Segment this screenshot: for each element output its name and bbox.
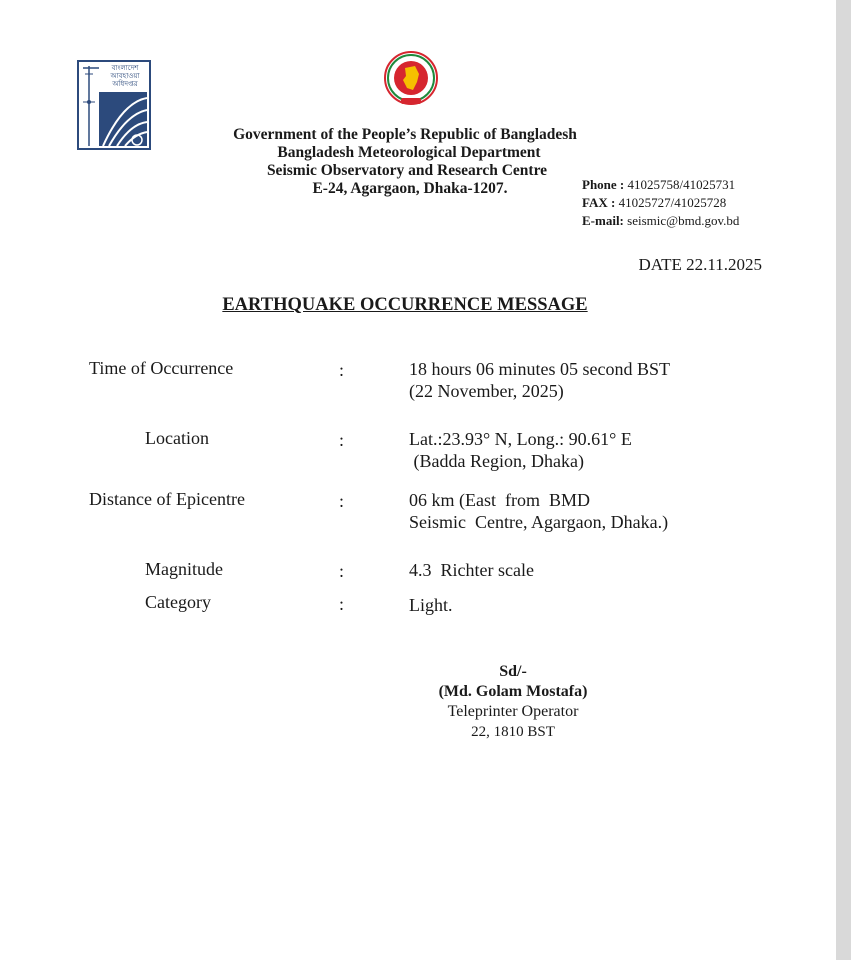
logo-text-line3: অধিদপ্তর bbox=[112, 80, 138, 88]
time-label: Time of Occurrence bbox=[89, 358, 234, 378]
email-line bbox=[582, 212, 739, 230]
phone-line bbox=[582, 176, 739, 194]
signature-block bbox=[388, 662, 638, 742]
distance-value bbox=[409, 489, 668, 533]
email-value: seismic@bmd.gov.bd bbox=[627, 213, 740, 228]
message-title: EARTHQUAKE OCCURRENCE MESSAGE bbox=[222, 295, 588, 315]
header-government: Government of the People’s Republic of Bangladesh bbox=[233, 126, 577, 143]
category-value: Light. bbox=[409, 595, 453, 615]
signature-time: 22, 1810 BST bbox=[471, 724, 555, 740]
signatory-name: (Md. Golam Mostafa) bbox=[438, 683, 588, 700]
header-centre: Seismic Observatory and Research Centre bbox=[266, 162, 548, 179]
phone-value: 41025758/41025731 bbox=[627, 177, 736, 192]
category-colon: : bbox=[339, 594, 345, 614]
magnitude-value: 4.3 Richter scale bbox=[409, 560, 534, 580]
time-colon: : bbox=[339, 360, 345, 380]
fax-value: 41025727/41025728 bbox=[618, 195, 727, 210]
email-label: E-mail: bbox=[582, 213, 624, 228]
distance-value-line1: 06 km (East from BMD bbox=[409, 490, 590, 510]
magnitude-colon: : bbox=[339, 561, 345, 581]
distance-colon: : bbox=[339, 491, 345, 511]
phone-label: Phone : bbox=[582, 177, 625, 192]
signatory-designation: Teleprinter Operator bbox=[447, 703, 579, 720]
signature-sd: Sd/- bbox=[499, 663, 527, 680]
location-value bbox=[409, 428, 632, 472]
emblem-icon bbox=[379, 50, 443, 108]
fax-line bbox=[582, 194, 739, 212]
distance-value-line2: Seismic Centre, Agargaon, Dhaka.) bbox=[409, 512, 669, 532]
logo-text-line2: আবহাওয়া bbox=[110, 72, 140, 80]
distance-label: Distance of Epicentre bbox=[89, 489, 245, 509]
magnitude-label: Magnitude bbox=[145, 559, 223, 579]
location-label: Location bbox=[145, 428, 209, 448]
category-label: Category bbox=[145, 592, 211, 612]
message-date: DATE 22.11.2025 bbox=[638, 255, 762, 274]
header-address: E-24, Agargaon, Dhaka-1207. bbox=[312, 180, 508, 197]
logo-text-line1: বাংলাদেশ bbox=[111, 64, 139, 72]
government-emblem bbox=[379, 50, 443, 108]
time-value-line2: (22 November, 2025) bbox=[409, 381, 564, 401]
location-colon: : bbox=[339, 430, 345, 450]
contact-block bbox=[582, 176, 739, 230]
location-value-line2: (Badda Region, Dhaka) bbox=[409, 451, 584, 471]
location-value-line1: Lat.:23.93° N, Long.: 90.61° E bbox=[409, 429, 632, 449]
time-value-line1: 18 hours 06 minutes 05 second BST bbox=[409, 359, 670, 379]
fax-label: FAX : bbox=[582, 195, 616, 210]
time-value bbox=[409, 358, 670, 402]
header-department: Bangladesh Meteorological Department bbox=[277, 144, 541, 161]
